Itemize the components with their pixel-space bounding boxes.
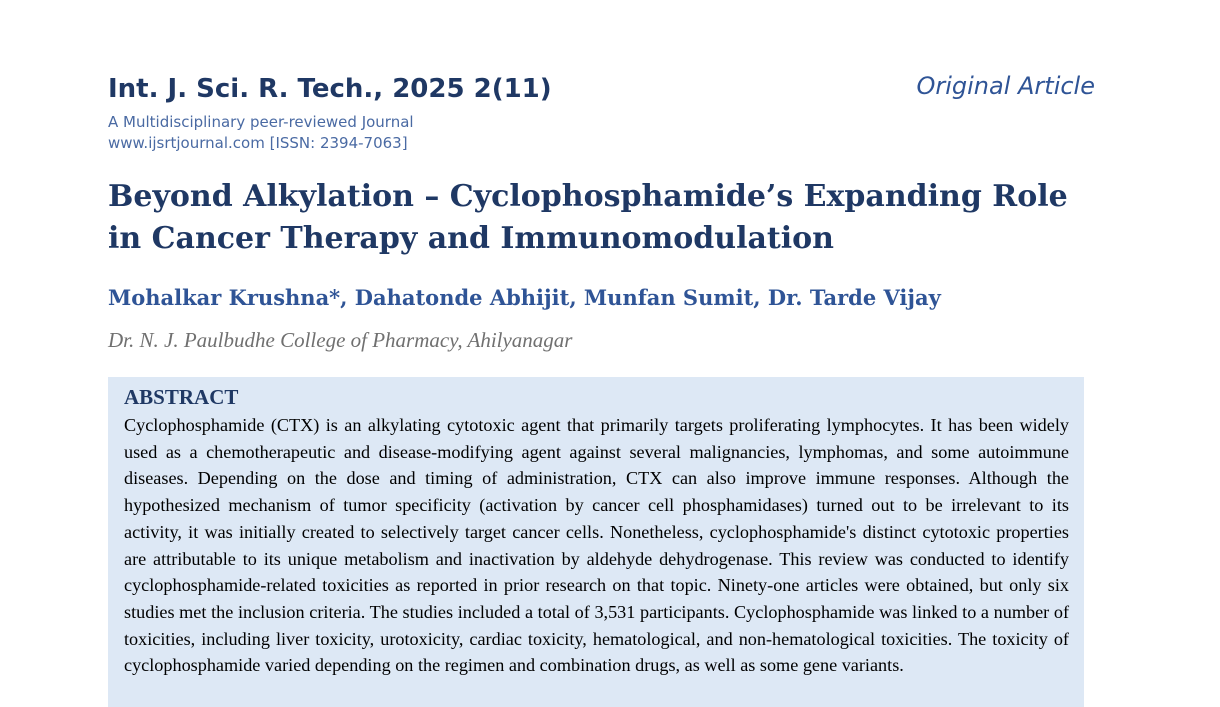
author-list: Mohalkar Krushna*, Dahatonde Abhijit, Munfan Sumit, Dr. Tarde Vijay — [108, 285, 941, 310]
article-type-label: Original Article — [916, 72, 1095, 100]
journal-website-issn[interactable]: www.ijsrtjournal.com [ISSN: 2394-7063] — [108, 134, 408, 152]
abstract-heading: ABSTRACT — [124, 385, 239, 409]
abstract-section — [108, 377, 1084, 707]
journal-tagline: A Multidisciplinary peer-reviewed Journal — [108, 113, 414, 131]
abstract-body: Cyclophosphamide (CTX) is an alkylating cytotoxic agent that primarily targets proliferating lymphocytes. It has been widely used as a chemotherapeutic and disease-modifying agent against several malignancies, lymphomas, and some autoimmune diseases. Depending on the dose and timing of administration, CTX can also improve immune responses. Although the hypothesized mechanism of tumor specificity (activation by cancer cell phosphamidases) turned out to be irrelevant to its activity, it was initially created to selectively target cancer cells. Nonetheless, cyclophosphamide's distinct cytotoxic properties are attributable to its unique metabolism and inactivation by aldehyde dehydrogenase. This review was conducted to identify cyclophosphamide-related toxicities as reported in prior research on that topic. Ninety-one articles were obtained, but only six studies met the inclusion criteria. The studies included a total of 3,531 participants. Cyclophosphamide was linked to a number of toxicities, including liver toxicity, urotoxicity, cardiac toxicity, hematological, and non-hematological toxicities. The toxicity of cyclophosphamide varied depending on the regimen and combination drugs, as well as some gene variants. — [124, 415, 1069, 676]
paper-title: Beyond Alkylation – Cyclophosphamide’s Expanding Role in Cancer Therapy and Immunomodulation — [108, 179, 1068, 256]
author-affiliation: Dr. N. J. Paulbudhe College of Pharmacy, Ahilyanagar — [108, 328, 573, 352]
journal-citation: Int. J. Sci. R. Tech., 2025 2(11) — [108, 74, 552, 104]
